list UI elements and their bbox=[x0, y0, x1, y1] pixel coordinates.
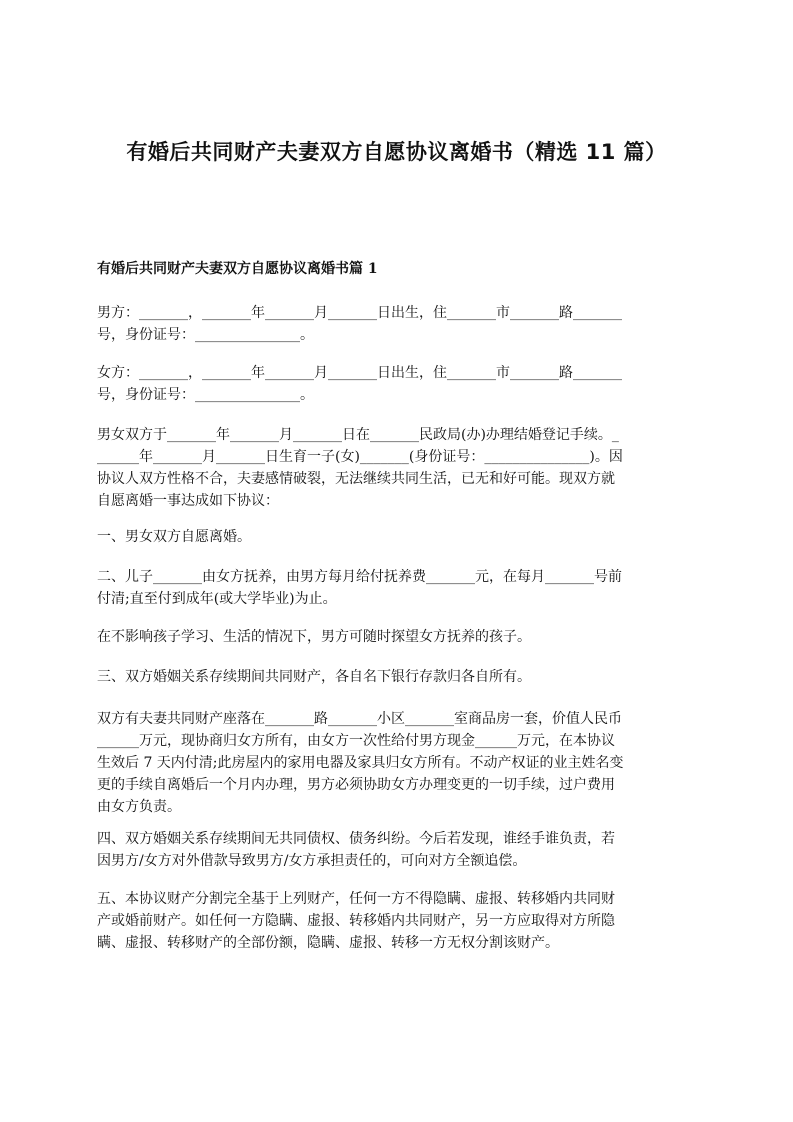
text-line: 二、儿子_______由女方抚养，由男方每月给付抚养费_______元，在每月_______号前 bbox=[97, 569, 622, 585]
text-line: 三、双方婚姻关系存续期间共同财产，各自名下银行存款归各自所有。 bbox=[97, 669, 531, 685]
text-line: ______年_______月_______日生育一子(女)_______(身份证号：_______________)。因 bbox=[97, 449, 623, 465]
text-line: 号，身份证号：_______________。 bbox=[97, 327, 314, 343]
clause-3 bbox=[97, 666, 697, 688]
section-heading: 有婚后共同财产夫妻双方自愿协议离婚书篇 1 bbox=[97, 261, 378, 277]
text-line: 由女方负责。 bbox=[97, 799, 181, 815]
clause-5 bbox=[97, 888, 697, 954]
text-line: 自愿离婚一事达成如下协议： bbox=[97, 493, 279, 509]
text-line: 生效后 7 天内付清;此房屋内的家用电器及家具归女方所有。不动产权证的业主姓名变 bbox=[97, 755, 624, 771]
clause-1 bbox=[97, 526, 697, 548]
paragraph-marriage-info bbox=[97, 424, 697, 512]
text-line: 产或婚前财产。如任何一方隐瞒、虚报、转移婚内共同财产，另一方应取得对方所隐 bbox=[97, 913, 615, 929]
text-line: 一、男女双方自愿离婚。 bbox=[97, 529, 251, 545]
visitation-note bbox=[97, 626, 697, 648]
text-line: 四、双方婚姻关系存续期间无共同债权、债务纠纷。今后若发现，谁经手谁负责，若 bbox=[97, 831, 615, 847]
text-line: 女方：_______，_______年_______月_______日出生，住_______市_______路_______ bbox=[97, 365, 622, 381]
text-line: 五、本协议财产分割完全基于上列财产，任何一方不得隐瞒、虚报、转移婚内共同财 bbox=[97, 891, 615, 907]
text-line: 因男方/女方对外借款导致男方/女方承担责任的，可向对方全额追偿。 bbox=[97, 853, 527, 869]
text-line: ______万元，现协商归女方所有，由女方一次性给付男方现金______万元，在本协议 bbox=[97, 733, 615, 749]
text-line: 瞒、虚报、转移财产的全部份额，隐瞒、虚报、转移一方无权分割该财产。 bbox=[97, 935, 559, 951]
text-line: 在不影响孩子学习、生活的情况下，男方可随时探望女方抚养的孩子。 bbox=[97, 629, 531, 645]
document-title: 有婚后共同财产夫妻双方自愿协议离婚书（精选 11 篇） bbox=[126, 140, 667, 164]
paragraph-female-party bbox=[97, 362, 697, 406]
text-line: 付清;直至付到成年(或大学毕业)为止。 bbox=[97, 591, 337, 607]
paragraph-male-party bbox=[97, 302, 697, 346]
text-line: 男方：_______，_______年_______月_______日出生，住_______市_______路_______ bbox=[97, 305, 622, 321]
text-line: 更的手续自离婚后一个月内办理，男方必须协助女方办理变更的一切手续，过户费用 bbox=[97, 777, 615, 793]
text-line: 双方有夫妻共同财产座落在_______路_______小区_______室商品房一套，价值人民币 bbox=[97, 711, 622, 727]
text-line: 号，身份证号：_______________。 bbox=[97, 387, 314, 403]
text-line: 协议人双方性格不合，夫妻感情破裂，无法继续共同生活，已无和好可能。现双方就 bbox=[97, 471, 615, 487]
clause-2 bbox=[97, 566, 697, 610]
clause-4 bbox=[97, 828, 697, 872]
property-paragraph bbox=[97, 708, 697, 818]
text-line: 男女双方于_______年_______月_______日在_______民政局(办)办理结婚登记手续。_ bbox=[97, 427, 619, 443]
